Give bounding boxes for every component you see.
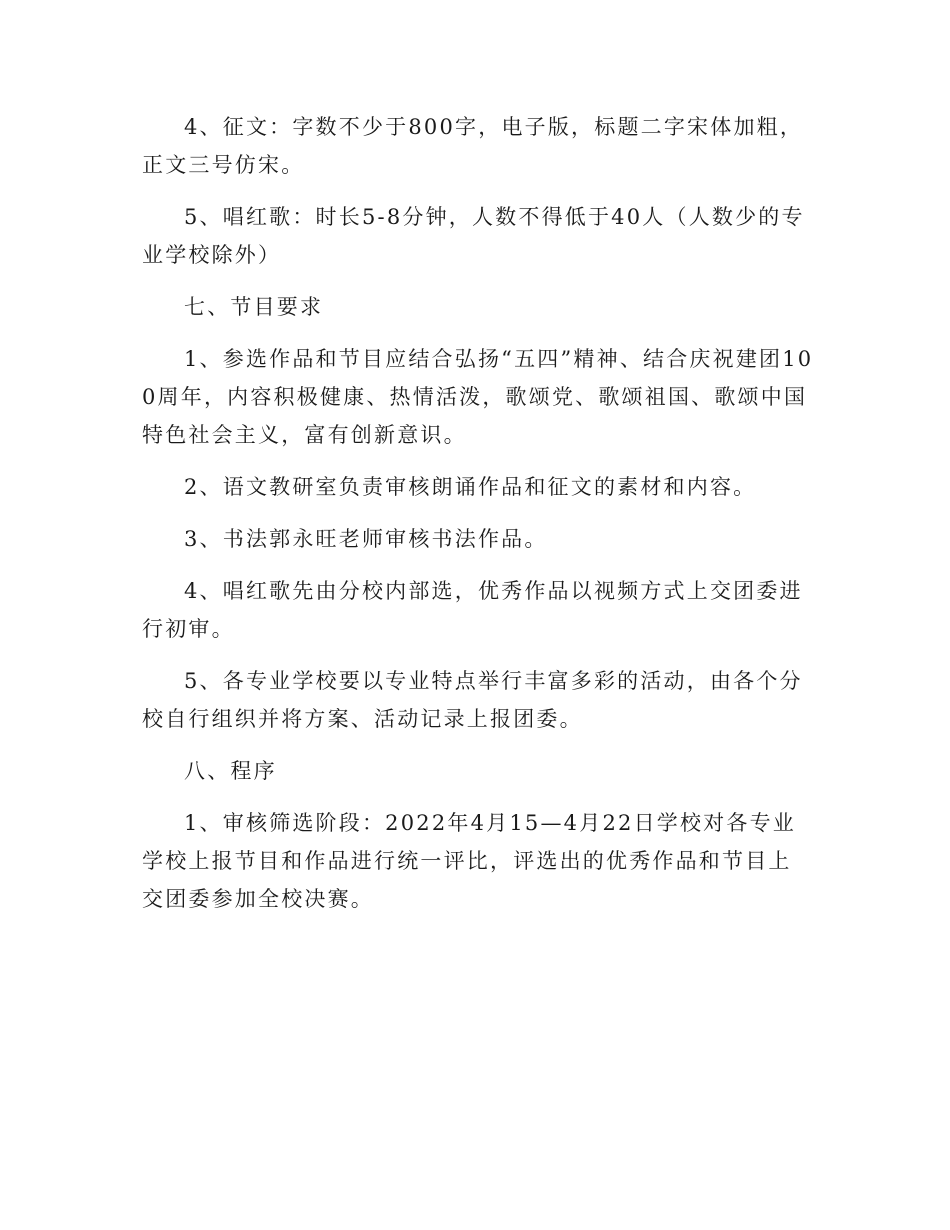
document-body	[142, 108, 814, 932]
procedure-item-1: 1、审核筛选阶段：2022年4月15—4月22日学校对各专业学校上报节目和作品进行统一评比，评选出的优秀作品和节目上交团委参加全校决赛。	[142, 811, 796, 911]
section-heading-procedure: 八、程序	[184, 759, 277, 783]
program-requirement-item-1: 1、参选作品和节目应结合弘扬“五四”精神、结合庆祝建团100周年，内容积极健康、热情活泼，歌颂党、歌颂祖国、歌颂中国特色社会主义，富有创新意识。	[142, 347, 814, 447]
section-heading-program-requirements: 七、节目要求	[184, 295, 324, 319]
program-requirement-item-4: 4、唱红歌先由分校内部选，优秀作品以视频方式上交团委进行初审。	[142, 579, 803, 641]
program-requirement-item-3: 3、书法郭永旺老师审核书法作品。	[184, 527, 548, 551]
paragraph-essay-requirement: 4、征文：字数不少于800字，电子版，标题二字宋体加粗，正文三号仿宋。	[142, 115, 804, 177]
paragraph-red-song-requirement: 5、唱红歌：时长5-8分钟，人数不得低于40人（人数少的专业学校除外）	[142, 205, 805, 267]
program-requirement-item-5: 5、各专业学校要以专业特点举行丰富多彩的活动，由各个分校自行组织并将方案、活动记录上报团委。	[142, 669, 803, 731]
program-requirement-item-2: 2、语文教研室负责审核朗诵作品和征文的素材和内容。	[184, 475, 757, 499]
